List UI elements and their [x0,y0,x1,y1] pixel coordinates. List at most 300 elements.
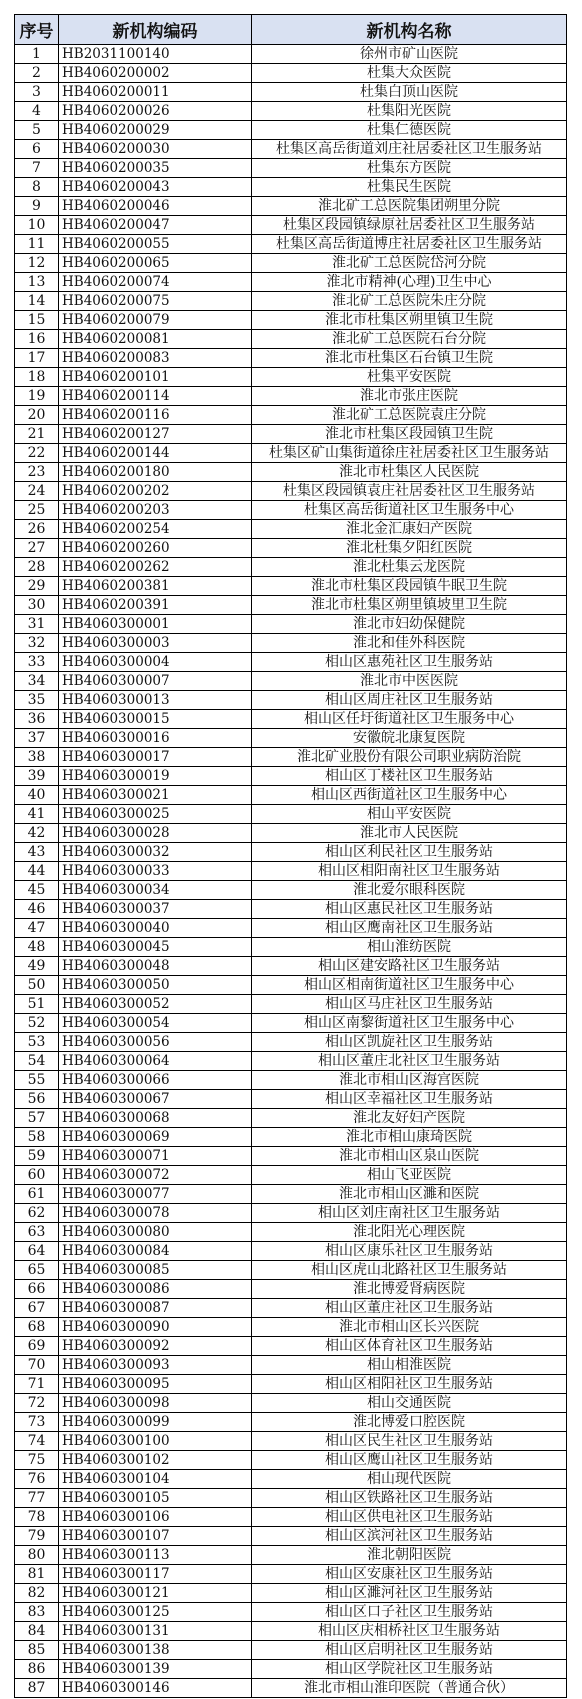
cell-code[interactable]: HB4060300093 [59,1356,252,1375]
cell-code[interactable]: HB4060200046 [59,197,252,216]
cell-seq[interactable]: 72 [15,1394,59,1413]
cell-name[interactable]: 相山区南黎街道社区卫生服务中心 [252,1014,567,1033]
cell-name[interactable]: 杜集民生医院 [252,178,567,197]
cell-name[interactable]: 淮北杜集夕阳红医院 [252,539,567,558]
cell-code[interactable]: HB4060300106 [59,1508,252,1527]
cell-seq[interactable]: 6 [15,140,59,159]
table-row [15,349,567,368]
cell-name[interactable]: 淮北矿工总医院袁庄分院 [252,406,567,425]
table-row [15,805,567,824]
cell-code[interactable]: HB4060300078 [59,1204,252,1223]
cell-seq[interactable]: 16 [15,330,59,349]
cell-seq[interactable]: 53 [15,1033,59,1052]
cell-code[interactable]: HB4060200065 [59,254,252,273]
table-row [15,862,567,881]
cell-name[interactable]: 淮北和佳外科医院 [252,634,567,653]
cell-code[interactable]: HB4060300121 [59,1584,252,1603]
table-row [15,292,567,311]
cell-name[interactable]: 淮北爱尔眼科医院 [252,881,567,900]
cell-seq[interactable]: 13 [15,273,59,292]
table-row [15,1261,567,1280]
table-row [15,1052,567,1071]
table-row [15,767,567,786]
cell-seq[interactable]: 73 [15,1413,59,1432]
cell-code[interactable]: HB4060300007 [59,672,252,691]
cell-seq[interactable]: 68 [15,1318,59,1337]
cell-name[interactable]: 淮北市相山淮印医院（普通合伙） [252,1679,567,1698]
cell-code[interactable]: HB4060300037 [59,900,252,919]
cell-seq[interactable]: 42 [15,824,59,843]
table-row [15,1622,567,1641]
cell-code[interactable]: HB4060300131 [59,1622,252,1641]
cell-code[interactable]: HB4060200202 [59,482,252,501]
cell-name[interactable]: 相山区康乐社区卫生服务站 [252,1242,567,1261]
cell-code[interactable]: HB4060300107 [59,1527,252,1546]
cell-seq[interactable]: 46 [15,900,59,919]
cell-name[interactable]: 相山现代医院 [252,1470,567,1489]
cell-code[interactable]: HB4060300003 [59,634,252,653]
cell-seq[interactable]: 77 [15,1489,59,1508]
table-row [15,1432,567,1451]
cell-seq[interactable]: 83 [15,1603,59,1622]
cell-code[interactable]: HB4060300104 [59,1470,252,1489]
cell-seq[interactable]: 58 [15,1128,59,1147]
cell-code[interactable]: HB4060200035 [59,159,252,178]
cell-code[interactable]: HB4060300072 [59,1166,252,1185]
cell-code[interactable]: HB4060300090 [59,1318,252,1337]
cell-name[interactable]: 杜集区矿山集街道徐庄社居委社区卫生服务站 [252,444,567,463]
cell-name[interactable]: 相山区相南街道社区卫生服务中心 [252,976,567,995]
cell-seq[interactable]: 67 [15,1299,59,1318]
cell-code[interactable]: HB4060200029 [59,121,252,140]
cell-name[interactable]: 徐州市矿山医院 [252,45,567,64]
cell-name[interactable]: 淮北矿业股份有限公司职业病防治院 [252,748,567,767]
cell-name[interactable]: 相山区民生社区卫生服务站 [252,1432,567,1451]
cell-name[interactable]: 淮北市相山区长兴医院 [252,1318,567,1337]
cell-seq[interactable]: 27 [15,539,59,558]
cell-seq[interactable]: 82 [15,1584,59,1603]
cell-seq[interactable]: 50 [15,976,59,995]
cell-name[interactable]: 相山飞亚医院 [252,1166,567,1185]
cell-code[interactable]: HB4060300052 [59,995,252,1014]
cell-seq[interactable]: 64 [15,1242,59,1261]
table-row [15,1071,567,1090]
cell-code[interactable]: HB4060300087 [59,1299,252,1318]
cell-code[interactable]: HB4060300067 [59,1090,252,1109]
cell-seq[interactable]: 2 [15,64,59,83]
cell-name[interactable]: 相山区董庄北社区卫生服务站 [252,1052,567,1071]
cell-seq[interactable]: 71 [15,1375,59,1394]
cell-code[interactable]: HB4060200074 [59,273,252,292]
cell-name[interactable]: 相山交通医院 [252,1394,567,1413]
cell-name[interactable]: 相山区马庄社区卫生服务站 [252,995,567,1014]
cell-name[interactable]: 相山区安康社区卫生服务站 [252,1565,567,1584]
cell-name[interactable]: 相山区相阳社区卫生服务站 [252,1375,567,1394]
cell-seq[interactable]: 14 [15,292,59,311]
cell-name[interactable]: 安徽皖北康复医院 [252,729,567,748]
cell-seq[interactable]: 22 [15,444,59,463]
cell-code[interactable]: HB4060300139 [59,1660,252,1679]
cell-name[interactable]: 淮北市相山区濉和医院 [252,1185,567,1204]
cell-name[interactable]: 淮北阳光心理医院 [252,1223,567,1242]
cell-name[interactable]: 淮北博爱肾病医院 [252,1280,567,1299]
cell-name[interactable]: 相山区幸福社区卫生服务站 [252,1090,567,1109]
cell-code[interactable]: HB4060200075 [59,292,252,311]
cell-code[interactable]: HB4060300015 [59,710,252,729]
cell-name[interactable]: 杜集白顶山医院 [252,83,567,102]
cell-name[interactable]: 淮北矿工总医院岱河分院 [252,254,567,273]
cell-name[interactable]: 淮北矿工总医院集团朔里分院 [252,197,567,216]
table-row [15,843,567,862]
cell-seq[interactable]: 45 [15,881,59,900]
cell-code[interactable]: HB4060300001 [59,615,252,634]
cell-seq[interactable]: 43 [15,843,59,862]
cell-name[interactable]: 淮北市杜集区朔里镇坡里卫生院 [252,596,567,615]
cell-name[interactable]: 杜集区高岳街道社区卫生服务中心 [252,501,567,520]
cell-seq[interactable]: 85 [15,1641,59,1660]
cell-code[interactable]: HB4060300064 [59,1052,252,1071]
cell-code[interactable]: HB4060200101 [59,368,252,387]
cell-seq[interactable]: 7 [15,159,59,178]
cell-code[interactable]: HB4060300021 [59,786,252,805]
table-row [15,159,567,178]
cell-name[interactable]: 相山区口子社区卫生服务站 [252,1603,567,1622]
cell-name[interactable]: 淮北矿工总医院石台分院 [252,330,567,349]
cell-seq[interactable]: 5 [15,121,59,140]
table-row [15,1014,567,1033]
cell-seq[interactable]: 33 [15,653,59,672]
cell-name[interactable]: 相山区利民社区卫生服务站 [252,843,567,862]
cell-name[interactable]: 淮北市杜集区石台镇卫生院 [252,349,567,368]
cell-code[interactable]: HB4060300085 [59,1261,252,1280]
cell-seq[interactable]: 36 [15,710,59,729]
cell-name[interactable]: 淮北市杜集区段园镇卫生院 [252,425,567,444]
cell-code[interactable]: HB4060200262 [59,558,252,577]
cell-name[interactable]: 杜集平安医院 [252,368,567,387]
cell-name[interactable]: 杜集区段园镇绿原社居委社区卫生服务站 [252,216,567,235]
cell-name[interactable]: 淮北朝阳医院 [252,1546,567,1565]
table-row [15,1147,567,1166]
cell-name[interactable]: 淮北市人民医院 [252,824,567,843]
cell-name[interactable]: 相山区周庄社区卫生服务站 [252,691,567,710]
cell-seq[interactable]: 41 [15,805,59,824]
cell-code[interactable]: HB4060300100 [59,1432,252,1451]
cell-seq[interactable]: 61 [15,1185,59,1204]
cell-name[interactable]: 杜集仁德医院 [252,121,567,140]
header-name[interactable]: 新机构名称 [252,15,567,45]
cell-name[interactable]: 相山区铁路社区卫生服务站 [252,1489,567,1508]
cell-name[interactable]: 相山区虎山北路社区卫生服务站 [252,1261,567,1280]
cell-code[interactable]: HB4060300056 [59,1033,252,1052]
cell-seq[interactable]: 76 [15,1470,59,1489]
cell-code[interactable]: HB4060300098 [59,1394,252,1413]
cell-code[interactable]: HB4060200047 [59,216,252,235]
cell-name[interactable]: 相山区董庄社区卫生服务站 [252,1299,567,1318]
table-row [15,1242,567,1261]
cell-code[interactable]: HB4060300028 [59,824,252,843]
cell-name[interactable]: 相山区学院社区卫生服务站 [252,1660,567,1679]
cell-seq[interactable]: 65 [15,1261,59,1280]
cell-seq[interactable]: 23 [15,463,59,482]
cell-seq[interactable]: 19 [15,387,59,406]
table-row [15,539,567,558]
cell-code[interactable]: HB4060300050 [59,976,252,995]
cell-seq[interactable]: 80 [15,1546,59,1565]
table-row [15,1584,567,1603]
cell-seq[interactable]: 54 [15,1052,59,1071]
cell-code[interactable]: HB4060300068 [59,1109,252,1128]
cell-name[interactable]: 淮北市杜集区朔里镇卫生院 [252,311,567,330]
cell-code[interactable]: HB4060200254 [59,520,252,539]
cell-code[interactable]: HB4060200260 [59,539,252,558]
cell-code[interactable]: HB4060200083 [59,349,252,368]
cell-code[interactable]: HB4060300048 [59,957,252,976]
cell-seq[interactable]: 1 [15,45,59,64]
table-row [15,235,567,254]
cell-seq[interactable]: 63 [15,1223,59,1242]
cell-seq[interactable]: 55 [15,1071,59,1090]
cell-name[interactable]: 相山区体育社区卫生服务站 [252,1337,567,1356]
cell-name[interactable]: 淮北市相山区泉山医院 [252,1147,567,1166]
cell-seq[interactable]: 79 [15,1527,59,1546]
cell-code[interactable]: HB4060200002 [59,64,252,83]
cell-code[interactable]: HB4060300105 [59,1489,252,1508]
cell-seq[interactable]: 70 [15,1356,59,1375]
cell-code[interactable]: HB4060300080 [59,1223,252,1242]
cell-code[interactable]: HB4060200043 [59,178,252,197]
cell-seq[interactable]: 87 [15,1679,59,1698]
cell-seq[interactable]: 62 [15,1204,59,1223]
cell-seq[interactable]: 3 [15,83,59,102]
cell-code[interactable]: HB4060200127 [59,425,252,444]
cell-seq[interactable]: 59 [15,1147,59,1166]
cell-name[interactable]: 杜集东方医院 [252,159,567,178]
table-row [15,824,567,843]
cell-seq[interactable]: 29 [15,577,59,596]
table-row [15,634,567,653]
cell-seq[interactable]: 38 [15,748,59,767]
cell-seq[interactable]: 37 [15,729,59,748]
cell-code[interactable]: HB4060300054 [59,1014,252,1033]
cell-name[interactable]: 淮北市相山康琦医院 [252,1128,567,1147]
cell-code[interactable]: HB4060300017 [59,748,252,767]
cell-code[interactable]: HB4060300025 [59,805,252,824]
cell-seq[interactable]: 12 [15,254,59,273]
cell-name[interactable]: 淮北市杜集区人民医院 [252,463,567,482]
cell-code[interactable]: HB4060200203 [59,501,252,520]
cell-name[interactable]: 淮北市张庄医院 [252,387,567,406]
cell-seq[interactable]: 48 [15,938,59,957]
cell-code[interactable]: HB4060200026 [59,102,252,121]
cell-name[interactable]: 淮北市相山区海宫医院 [252,1071,567,1090]
cell-code[interactable]: HB4060300019 [59,767,252,786]
table-row [15,1185,567,1204]
cell-seq[interactable]: 81 [15,1565,59,1584]
cell-code[interactable]: HB4060300113 [59,1546,252,1565]
cell-name[interactable]: 相山区鹰南社区卫生服务站 [252,919,567,938]
cell-name[interactable]: 杜集区段园镇袁庄社居委社区卫生服务站 [252,482,567,501]
cell-code[interactable]: HB2031100140 [59,45,252,64]
cell-name[interactable]: 相山区供电社区卫生服务站 [252,1508,567,1527]
cell-name[interactable]: 淮北市妇幼保健院 [252,615,567,634]
table-row [15,444,567,463]
cell-code[interactable]: HB4060300125 [59,1603,252,1622]
table-row [15,273,567,292]
table-row [15,1508,567,1527]
cell-code[interactable]: HB4060200114 [59,387,252,406]
cell-name[interactable]: 相山区西街道社区卫生服务中心 [252,786,567,805]
cell-code[interactable]: HB4060200116 [59,406,252,425]
cell-seq[interactable]: 34 [15,672,59,691]
table-row [15,216,567,235]
cell-code[interactable]: HB4060300084 [59,1242,252,1261]
cell-seq[interactable]: 56 [15,1090,59,1109]
cell-name[interactable]: 淮北市中医医院 [252,672,567,691]
cell-seq[interactable]: 44 [15,862,59,881]
cell-seq[interactable]: 4 [15,102,59,121]
cell-seq[interactable]: 51 [15,995,59,1014]
cell-seq[interactable]: 24 [15,482,59,501]
cell-seq[interactable]: 35 [15,691,59,710]
cell-name[interactable]: 淮北友好妇产医院 [252,1109,567,1128]
cell-name[interactable]: 相山区丁楼社区卫生服务站 [252,767,567,786]
cell-seq[interactable]: 60 [15,1166,59,1185]
cell-name[interactable]: 淮北矿工总医院朱庄分院 [252,292,567,311]
cell-name[interactable]: 相山区刘庄南社区卫生服务站 [252,1204,567,1223]
cell-name[interactable]: 相山区建安路社区卫生服务站 [252,957,567,976]
cell-seq[interactable]: 8 [15,178,59,197]
cell-code[interactable]: HB4060300071 [59,1147,252,1166]
cell-name[interactable]: 相山区惠苑社区卫生服务站 [252,653,567,672]
table-row [15,615,567,634]
cell-code[interactable]: HB4060300034 [59,881,252,900]
cell-name[interactable]: 相山区相阳南社区卫生服务站 [252,862,567,881]
cell-name[interactable]: 相山区任圩街道社区卫生服务中心 [252,710,567,729]
cell-name[interactable]: 相山淮纺医院 [252,938,567,957]
table-row [15,1166,567,1185]
cell-name[interactable]: 相山区滨河社区卫生服务站 [252,1527,567,1546]
cell-code[interactable]: HB4060200391 [59,596,252,615]
cell-seq[interactable]: 15 [15,311,59,330]
cell-code[interactable]: HB4060300146 [59,1679,252,1698]
cell-name[interactable]: 杜集区高岳街道刘庄社居委社区卫生服务站 [252,140,567,159]
header-row [15,15,567,45]
cell-code[interactable]: HB4060300117 [59,1565,252,1584]
cell-code[interactable]: HB4060200144 [59,444,252,463]
cell-code[interactable]: HB4060300016 [59,729,252,748]
cell-seq[interactable]: 84 [15,1622,59,1641]
cell-code[interactable]: HB4060200055 [59,235,252,254]
cell-seq[interactable]: 74 [15,1432,59,1451]
cell-code[interactable]: HB4060200081 [59,330,252,349]
cell-code[interactable]: HB4060300095 [59,1375,252,1394]
cell-seq[interactable]: 18 [15,368,59,387]
cell-seq[interactable]: 31 [15,615,59,634]
cell-name[interactable]: 淮北杜集云龙医院 [252,558,567,577]
cell-seq[interactable]: 75 [15,1451,59,1470]
cell-seq[interactable]: 49 [15,957,59,976]
cell-seq[interactable]: 57 [15,1109,59,1128]
cell-seq[interactable]: 26 [15,520,59,539]
cell-code[interactable]: HB4060300013 [59,691,252,710]
cell-code[interactable]: HB4060200030 [59,140,252,159]
cell-name[interactable]: 淮北市精神(心理)卫生中心 [252,273,567,292]
cell-code[interactable]: HB4060300099 [59,1413,252,1432]
cell-code[interactable]: HB4060300066 [59,1071,252,1090]
cell-code[interactable]: HB4060300033 [59,862,252,881]
cell-name[interactable]: 相山区濉河社区卫生服务站 [252,1584,567,1603]
cell-code[interactable]: HB4060200180 [59,463,252,482]
table-row [15,1280,567,1299]
cell-name[interactable]: 相山区凯旋社区卫生服务站 [252,1033,567,1052]
cell-seq[interactable]: 39 [15,767,59,786]
cell-seq[interactable]: 11 [15,235,59,254]
table-row [15,995,567,1014]
cell-code[interactable]: HB4060200011 [59,83,252,102]
cell-code[interactable]: HB4060300086 [59,1280,252,1299]
cell-code[interactable]: HB4060300040 [59,919,252,938]
table-row [15,406,567,425]
cell-name[interactable]: 杜集阳光医院 [252,102,567,121]
cell-code[interactable]: HB4060200381 [59,577,252,596]
cell-name[interactable]: 相山区惠民社区卫生服务站 [252,900,567,919]
table-row [15,387,567,406]
cell-seq[interactable]: 17 [15,349,59,368]
cell-name[interactable]: 淮北博爱口腔医院 [252,1413,567,1432]
cell-code[interactable]: HB4060300069 [59,1128,252,1147]
cell-seq[interactable]: 25 [15,501,59,520]
cell-code[interactable]: HB4060300032 [59,843,252,862]
table-row [15,1223,567,1242]
cell-name[interactable]: 杜集大众医院 [252,64,567,83]
cell-seq[interactable]: 32 [15,634,59,653]
cell-seq[interactable]: 78 [15,1508,59,1527]
cell-seq[interactable]: 52 [15,1014,59,1033]
header-code[interactable]: 新机构编码 [59,15,252,45]
table-row [15,881,567,900]
cell-code[interactable]: HB4060300102 [59,1451,252,1470]
cell-seq[interactable]: 66 [15,1280,59,1299]
cell-seq[interactable]: 30 [15,596,59,615]
cell-seq[interactable]: 9 [15,197,59,216]
cell-name[interactable]: 淮北市杜集区段园镇牛眠卫生院 [252,577,567,596]
cell-code[interactable]: HB4060300004 [59,653,252,672]
cell-seq[interactable]: 10 [15,216,59,235]
cell-code[interactable]: HB4060300138 [59,1641,252,1660]
cell-seq[interactable]: 21 [15,425,59,444]
cell-code[interactable]: HB4060200079 [59,311,252,330]
cell-seq[interactable]: 28 [15,558,59,577]
cell-name[interactable]: 杜集区高岳街道博庄社居委社区卫生服务站 [252,235,567,254]
cell-name[interactable]: 相山区庆相桥社区卫生服务站 [252,1622,567,1641]
cell-name[interactable]: 相山平安医院 [252,805,567,824]
cell-seq[interactable]: 20 [15,406,59,425]
cell-name[interactable]: 淮北金汇康妇产医院 [252,520,567,539]
cell-name[interactable]: 相山区鹰山社区卫生服务站 [252,1451,567,1470]
cell-name[interactable]: 相山区启明社区卫生服务站 [252,1641,567,1660]
header-seq[interactable]: 序号 [15,15,59,45]
table-row [15,330,567,349]
cell-code[interactable]: HB4060300045 [59,938,252,957]
cell-code[interactable]: HB4060300092 [59,1337,252,1356]
cell-code[interactable]: HB4060300077 [59,1185,252,1204]
cell-seq[interactable]: 47 [15,919,59,938]
cell-seq[interactable]: 86 [15,1660,59,1679]
cell-name[interactable]: 相山相淮医院 [252,1356,567,1375]
cell-seq[interactable]: 69 [15,1337,59,1356]
table-row [15,1033,567,1052]
cell-seq[interactable]: 40 [15,786,59,805]
